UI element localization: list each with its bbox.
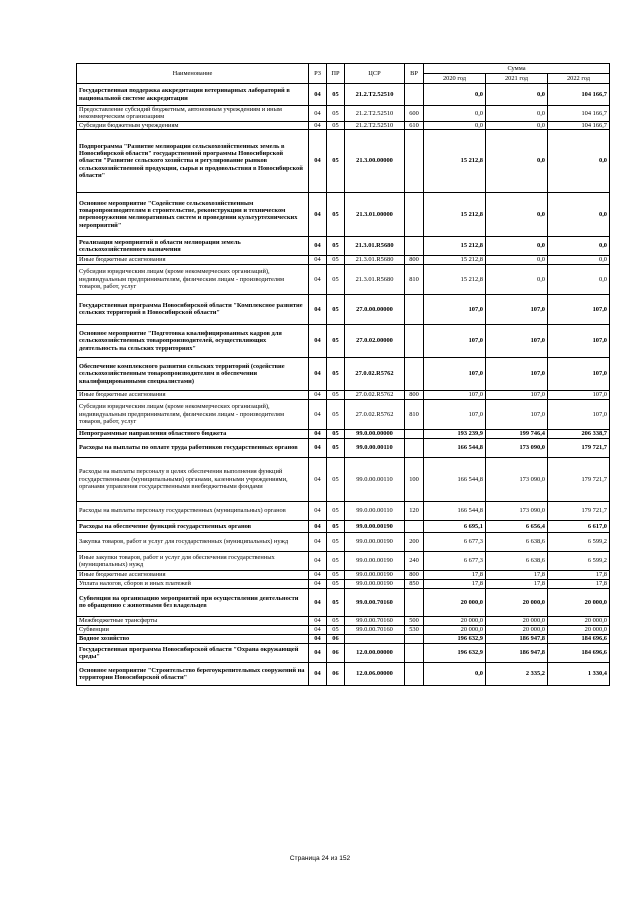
row-rz: 04	[309, 324, 327, 357]
row-vr: 100	[405, 457, 424, 501]
row-sum-2022: 179 721,7	[548, 501, 610, 520]
table-row	[77, 255, 610, 264]
header-sum: Сумма	[424, 64, 610, 74]
table-row	[77, 520, 610, 532]
header-rz: РЗ	[309, 64, 327, 84]
row-csr: 27.0.02.R5762	[345, 357, 405, 390]
row-vr	[405, 520, 424, 532]
row-csr: 27.0.00.00000	[345, 294, 405, 324]
row-csr: 21.3.01.R5680	[345, 264, 405, 294]
row-vr: 240	[405, 551, 424, 570]
row-csr: 21.2.Т2.52510	[345, 121, 405, 129]
row-sum-2022: 20 000,0	[548, 616, 610, 625]
page-footer: Страница 24 из 152	[289, 855, 351, 862]
table-row	[77, 457, 610, 501]
row-sum-2022: 179 721,7	[548, 438, 610, 457]
row-sum-2022: 20 000,0	[548, 625, 610, 634]
row-sum-2021: 0,0	[486, 129, 548, 192]
row-sum-2022: 107,0	[548, 399, 610, 429]
row-sum-2022: 0,0	[548, 264, 610, 294]
budget-table	[76, 63, 610, 686]
row-sum-2020: 20 000,0	[424, 625, 486, 634]
row-pr: 05	[327, 129, 345, 192]
row-pr: 05	[327, 121, 345, 129]
row-sum-2020: 17,8	[424, 570, 486, 579]
row-name: Иные закупки товаров, работ и услуг для обеспечения государственных (муниципальных) нужд	[77, 551, 309, 570]
row-pr: 05	[327, 324, 345, 357]
row-sum-2021: 107,0	[486, 357, 548, 390]
row-sum-2021: 0,0	[486, 264, 548, 294]
row-rz: 04	[309, 438, 327, 457]
row-vr: 850	[405, 579, 424, 588]
row-rz: 04	[309, 643, 327, 662]
row-pr: 05	[327, 399, 345, 429]
row-csr: 21.2.Т2.52510	[345, 84, 405, 106]
row-vr: 800	[405, 255, 424, 264]
row-pr: 05	[327, 255, 345, 264]
row-sum-2020: 107,0	[424, 357, 486, 390]
row-sum-2021: 186 947,8	[486, 643, 548, 662]
header-2020: 2020 год	[424, 74, 486, 84]
row-name: Расходы на обеспечение функций государственных органов	[77, 520, 309, 532]
row-sum-2021: 6 656,4	[486, 520, 548, 532]
table-row	[77, 192, 610, 236]
row-sum-2022: 6 599,2	[548, 551, 610, 570]
row-csr: 12.0.06.00000	[345, 662, 405, 685]
row-vr: 200	[405, 532, 424, 551]
row-csr: 99.0.00.00190	[345, 551, 405, 570]
header-2022: 2022 год	[548, 74, 610, 84]
row-pr: 05	[327, 551, 345, 570]
row-sum-2021: 107,0	[486, 399, 548, 429]
row-sum-2021: 0,0	[486, 121, 548, 129]
row-sum-2022: 1 330,4	[548, 662, 610, 685]
row-vr	[405, 438, 424, 457]
row-csr: 99.0.00.00190	[345, 579, 405, 588]
row-sum-2021: 0,0	[486, 106, 548, 122]
table-row	[77, 106, 610, 122]
row-sum-2022: 184 696,6	[548, 634, 610, 643]
row-rz: 04	[309, 625, 327, 634]
row-vr: 610	[405, 121, 424, 129]
row-pr: 05	[327, 457, 345, 501]
row-sum-2020: 107,0	[424, 390, 486, 399]
row-name: Закупка товаров, работ и услуг для государственных (муниципальных) нужд	[77, 532, 309, 551]
row-vr	[405, 588, 424, 616]
header-name: Наименование	[77, 64, 309, 84]
row-pr: 05	[327, 192, 345, 236]
row-rz: 04	[309, 357, 327, 390]
row-rz: 04	[309, 390, 327, 399]
row-csr: 99.0.00.70160	[345, 616, 405, 625]
row-pr: 05	[327, 438, 345, 457]
row-name: Субвенции	[77, 625, 309, 634]
row-csr: 99.0.00.00190	[345, 570, 405, 579]
row-csr: 99.0.00.70160	[345, 625, 405, 634]
table-row	[77, 399, 610, 429]
row-sum-2021: 17,8	[486, 570, 548, 579]
row-name: Расходы на выплаты персоналу государственных (муниципальных) органов	[77, 501, 309, 520]
row-sum-2022: 20 000,0	[548, 588, 610, 616]
row-sum-2021: 20 000,0	[486, 625, 548, 634]
table-row	[77, 429, 610, 438]
row-sum-2020: 17,8	[424, 579, 486, 588]
row-sum-2020: 196 632,9	[424, 643, 486, 662]
row-rz: 04	[309, 192, 327, 236]
table-row	[77, 588, 610, 616]
row-rz: 04	[309, 236, 327, 255]
row-sum-2021: 6 638,6	[486, 532, 548, 551]
row-csr: 99.0.00.00110	[345, 501, 405, 520]
table-row	[77, 121, 610, 129]
row-rz: 04	[309, 501, 327, 520]
row-sum-2021: 107,0	[486, 294, 548, 324]
row-pr: 05	[327, 429, 345, 438]
table-row	[77, 643, 610, 662]
table-row	[77, 616, 610, 625]
row-rz: 04	[309, 551, 327, 570]
table-row	[77, 236, 610, 255]
row-sum-2020: 15 212,8	[424, 192, 486, 236]
row-sum-2021: 199 746,4	[486, 429, 548, 438]
row-sum-2022: 0,0	[548, 236, 610, 255]
header-2021: 2021 год	[486, 74, 548, 84]
row-sum-2020: 15 212,8	[424, 264, 486, 294]
row-vr: 810	[405, 399, 424, 429]
row-vr	[405, 429, 424, 438]
row-rz: 04	[309, 634, 327, 643]
row-csr: 12.0.00.00000	[345, 643, 405, 662]
table-row	[77, 662, 610, 685]
row-name: Субсидии юридическим лицам (кроме некоммерческих организаций), индивидуальным предпринимателям, физическим лицам - производителям товаров, работ, услуг	[77, 264, 309, 294]
row-vr	[405, 84, 424, 106]
row-pr: 05	[327, 625, 345, 634]
row-csr: 99.0.00.00110	[345, 457, 405, 501]
row-pr: 06	[327, 643, 345, 662]
table-body	[77, 84, 610, 686]
table-row	[77, 357, 610, 390]
header-pr: ПР	[327, 64, 345, 84]
row-sum-2021: 173 090,0	[486, 501, 548, 520]
table-row	[77, 501, 610, 520]
row-vr: 500	[405, 616, 424, 625]
row-name: Расходы на выплаты по оплате труда работников государственных органов	[77, 438, 309, 457]
row-sum-2021: 173 090,0	[486, 457, 548, 501]
row-pr: 05	[327, 84, 345, 106]
row-vr	[405, 236, 424, 255]
row-sum-2022: 104 166,7	[548, 84, 610, 106]
row-sum-2021: 0,0	[486, 255, 548, 264]
row-vr: 810	[405, 264, 424, 294]
row-name: Расходы на выплаты персоналу в целях обеспечения выполнения функций государственными (муниципальными) органами, казенными учреждениями, органами управления государственными внебюджетными фондами	[77, 457, 309, 501]
row-sum-2021: 2 335,2	[486, 662, 548, 685]
row-pr: 05	[327, 264, 345, 294]
row-csr: 21.2.Т2.52510	[345, 106, 405, 122]
row-rz: 04	[309, 570, 327, 579]
row-vr: 530	[405, 625, 424, 634]
row-csr: 99.0.00.00110	[345, 438, 405, 457]
row-sum-2020: 20 000,0	[424, 588, 486, 616]
row-sum-2021: 173 090,0	[486, 438, 548, 457]
row-sum-2020: 6 695,1	[424, 520, 486, 532]
row-vr: 600	[405, 106, 424, 122]
row-pr: 05	[327, 294, 345, 324]
row-sum-2020: 20 000,0	[424, 616, 486, 625]
row-rz: 04	[309, 399, 327, 429]
row-sum-2020: 107,0	[424, 294, 486, 324]
row-sum-2022: 6 617,0	[548, 520, 610, 532]
row-vr	[405, 634, 424, 643]
row-vr	[405, 324, 424, 357]
table-row	[77, 634, 610, 643]
row-sum-2022: 107,0	[548, 357, 610, 390]
row-sum-2022: 6 599,2	[548, 532, 610, 551]
row-name: Иные бюджетные ассигнования	[77, 570, 309, 579]
row-rz: 04	[309, 129, 327, 192]
table-row	[77, 129, 610, 192]
row-rz: 04	[309, 532, 327, 551]
row-name: Реализация мероприятий в области мелиорации земель сельскохозяйственного назначения	[77, 236, 309, 255]
row-vr	[405, 357, 424, 390]
row-sum-2021: 0,0	[486, 192, 548, 236]
row-sum-2020: 0,0	[424, 84, 486, 106]
row-csr: 99.0.00.00190	[345, 520, 405, 532]
row-csr: 99.0.00.00000	[345, 429, 405, 438]
row-rz: 04	[309, 457, 327, 501]
header-vr: ВР	[405, 64, 424, 84]
row-name: Основное мероприятие "Подготовка квалифицированных кадров для сельскохозяйственных товаропроизводителей, осуществляющих деятельность на сельских территориях"	[77, 324, 309, 357]
row-sum-2020: 15 212,8	[424, 236, 486, 255]
row-name: Иные бюджетные ассигнования	[77, 390, 309, 399]
row-csr: 21.3.01.R5680	[345, 236, 405, 255]
row-pr: 05	[327, 588, 345, 616]
row-pr: 05	[327, 106, 345, 122]
row-pr: 06	[327, 662, 345, 685]
row-rz: 04	[309, 662, 327, 685]
row-rz: 04	[309, 520, 327, 532]
row-name: Основное мероприятие "Строительство берегоукрепительных сооружений на территории Новосибирской области"	[77, 662, 309, 685]
budget-table-page	[76, 63, 609, 686]
row-vr: 800	[405, 570, 424, 579]
table-row	[77, 532, 610, 551]
row-pr: 06	[327, 634, 345, 643]
row-csr: 99.0.00.70160	[345, 588, 405, 616]
row-sum-2020: 107,0	[424, 324, 486, 357]
row-sum-2022: 107,0	[548, 390, 610, 399]
row-csr: 27.0.02.R5762	[345, 399, 405, 429]
row-name: Водное хозяйство	[77, 634, 309, 643]
row-vr: 800	[405, 390, 424, 399]
row-sum-2020: 196 632,9	[424, 634, 486, 643]
row-name: Государственная поддержка аккредитации ветеринарных лабораторий в национальной системе аккредитации	[77, 84, 309, 106]
table-row	[77, 438, 610, 457]
row-vr: 120	[405, 501, 424, 520]
row-csr: 21.3.01.00000	[345, 192, 405, 236]
row-sum-2022: 17,8	[548, 570, 610, 579]
row-sum-2022: 0,0	[548, 255, 610, 264]
row-sum-2020: 166 544,8	[424, 457, 486, 501]
row-rz: 04	[309, 616, 327, 625]
table-row	[77, 570, 610, 579]
row-pr: 05	[327, 236, 345, 255]
table-row	[77, 294, 610, 324]
row-sum-2022: 107,0	[548, 324, 610, 357]
row-sum-2021: 0,0	[486, 84, 548, 106]
table-header-row	[77, 64, 610, 74]
row-vr	[405, 662, 424, 685]
row-sum-2020: 6 677,3	[424, 532, 486, 551]
row-sum-2022: 0,0	[548, 192, 610, 236]
row-sum-2020: 15 212,8	[424, 255, 486, 264]
row-name: Иные бюджетные ассигнования	[77, 255, 309, 264]
row-pr: 05	[327, 616, 345, 625]
row-vr	[405, 192, 424, 236]
row-pr: 05	[327, 390, 345, 399]
row-name: Подпрограмма "Развитие мелиорации сельскохозяйственных земель в Новосибирской области" государственной программы Новосибирской области "Развитие сельского хозяйства и регулирование рынков сельскохозяйственной продукции, сырья и продовольствия в Новосибирской области"	[77, 129, 309, 192]
row-sum-2022: 104 166,7	[548, 121, 610, 129]
row-sum-2020: 107,0	[424, 399, 486, 429]
row-rz: 04	[309, 106, 327, 122]
row-sum-2021: 6 638,6	[486, 551, 548, 570]
row-csr: 27.0.02.00000	[345, 324, 405, 357]
row-csr: 21.3.01.R5680	[345, 255, 405, 264]
row-sum-2022: 17,8	[548, 579, 610, 588]
row-pr: 05	[327, 357, 345, 390]
row-sum-2021: 186 947,8	[486, 634, 548, 643]
row-name: Государственная программа Новосибирской области "Охрана окружающей среды"	[77, 643, 309, 662]
table-row	[77, 625, 610, 634]
row-name: Государственная программа Новосибирской области "Комплексное развитие сельских территорий в Новосибирской области"	[77, 294, 309, 324]
row-sum-2020: 166 544,8	[424, 438, 486, 457]
row-csr: 21.3.00.00000	[345, 129, 405, 192]
row-sum-2021: 107,0	[486, 390, 548, 399]
row-name: Непрограммные направления областного бюджета	[77, 429, 309, 438]
row-sum-2020: 0,0	[424, 106, 486, 122]
row-rz: 04	[309, 121, 327, 129]
row-pr: 05	[327, 532, 345, 551]
table-row	[77, 84, 610, 106]
header-csr: ЦСР	[345, 64, 405, 84]
row-sum-2022: 179 721,7	[548, 457, 610, 501]
table-row	[77, 390, 610, 399]
row-name: Уплата налогов, сборов и иных платежей	[77, 579, 309, 588]
row-sum-2022: 107,0	[548, 294, 610, 324]
row-sum-2020: 166 544,8	[424, 501, 486, 520]
row-name: Обеспечение комплексного развития сельских территорий (содействие сельскохозяйственным товаропроизводителям в обеспечении квалифицированными специалистами)	[77, 357, 309, 390]
row-vr	[405, 294, 424, 324]
row-name: Межбюджетные трансферты	[77, 616, 309, 625]
table-row	[77, 551, 610, 570]
row-rz: 04	[309, 579, 327, 588]
row-csr	[345, 634, 405, 643]
row-pr: 05	[327, 579, 345, 588]
row-csr: 99.0.00.00190	[345, 532, 405, 551]
table-row	[77, 579, 610, 588]
row-sum-2022: 184 696,6	[548, 643, 610, 662]
row-rz: 04	[309, 84, 327, 106]
row-rz: 04	[309, 588, 327, 616]
row-rz: 04	[309, 294, 327, 324]
row-sum-2022: 104 166,7	[548, 106, 610, 122]
row-rz: 04	[309, 429, 327, 438]
row-sum-2021: 20 000,0	[486, 616, 548, 625]
row-sum-2022: 206 338,7	[548, 429, 610, 438]
row-pr: 05	[327, 570, 345, 579]
row-sum-2021: 0,0	[486, 236, 548, 255]
row-csr: 27.0.02.R5762	[345, 390, 405, 399]
row-pr: 05	[327, 520, 345, 532]
row-name: Субсидии бюджетным учреждениям	[77, 121, 309, 129]
row-name: Субвенции на организацию мероприятий при осуществлении деятельности по обращению с животными без владельцев	[77, 588, 309, 616]
row-sum-2020: 0,0	[424, 121, 486, 129]
row-sum-2021: 20 000,0	[486, 588, 548, 616]
row-sum-2021: 107,0	[486, 324, 548, 357]
row-sum-2020: 0,0	[424, 662, 486, 685]
row-sum-2022: 0,0	[548, 129, 610, 192]
row-vr	[405, 643, 424, 662]
row-pr: 05	[327, 501, 345, 520]
row-vr	[405, 129, 424, 192]
row-name: Предоставление субсидий бюджетным, автономным учреждениям и иным некоммерческим организациям	[77, 106, 309, 122]
row-sum-2020: 6 677,3	[424, 551, 486, 570]
table-row	[77, 264, 610, 294]
row-name: Субсидии юридическим лицам (кроме некоммерческих организаций), индивидуальным предпринимателям, физическим лицам - производителям товаров, работ, услуг	[77, 399, 309, 429]
row-sum-2020: 15 212,8	[424, 129, 486, 192]
row-rz: 04	[309, 264, 327, 294]
table-row	[77, 324, 610, 357]
row-sum-2021: 17,8	[486, 579, 548, 588]
row-sum-2020: 193 239,9	[424, 429, 486, 438]
row-rz: 04	[309, 255, 327, 264]
row-name: Основное мероприятие "Содействие сельскохозяйственным товаропроизводителям в строительстве, реконструкции и техническом перевооружении мелиоративных систем и проведении культуртехнических мероприятий"	[77, 192, 309, 236]
